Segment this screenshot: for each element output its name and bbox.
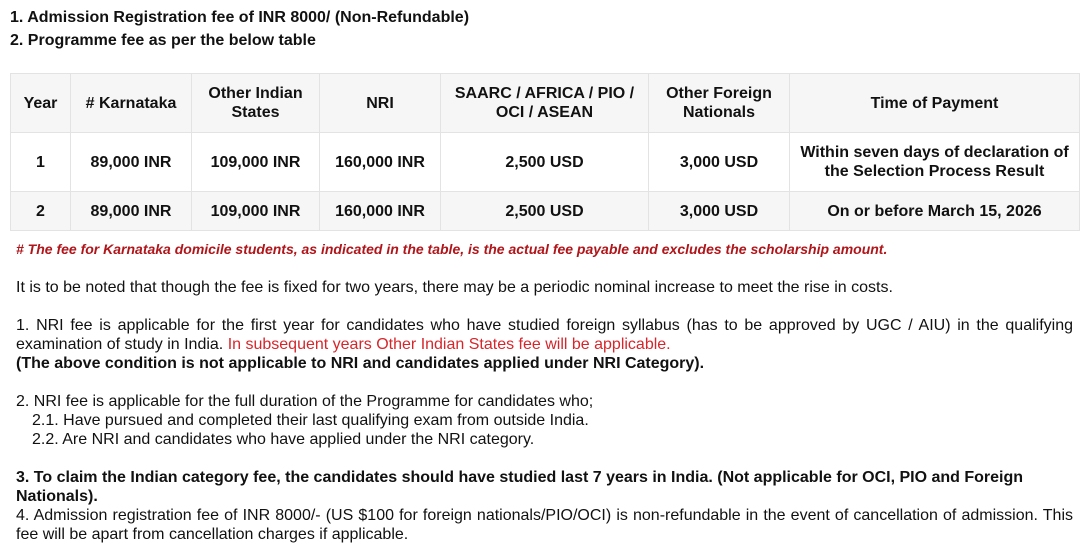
- fee-table: [10, 73, 1080, 231]
- cell-karnataka: 89,000 INR: [71, 192, 192, 231]
- fee-fixed-paragraph: It is to be noted that though the fee is fixed for two years, there may be a periodic nominal increase to meet the rise in costs.: [16, 279, 893, 296]
- point-2: [16, 392, 1073, 449]
- table-header-row: [11, 74, 1080, 133]
- header-nri: NRI: [320, 74, 441, 133]
- table-row: [11, 133, 1080, 192]
- header-other-indian-states: Other Indian States: [192, 74, 320, 133]
- header-other-foreign: Other Foreign Nationals: [649, 74, 790, 133]
- point-2-sub-2: 2.2. Are NRI and candidates who have applied under the NRI category.: [32, 431, 535, 448]
- point-3: 3. To claim the Indian category fee, the candidates should have studied last 7 years in India. (Not applicable for OCI, PIO and Foreign Nationals).: [16, 469, 1024, 505]
- intro-line-2: 2. Programme fee as per the below table: [10, 32, 316, 49]
- header-time-of-payment: Time of Payment: [790, 74, 1080, 133]
- header-saarc: SAARC / AFRICA / PIO / OCI / ASEAN: [441, 74, 649, 133]
- cell-saarc: 2,500 USD: [441, 133, 649, 192]
- cell-other-foreign: 3,000 USD: [649, 133, 790, 192]
- cell-other-indian-states: 109,000 INR: [192, 133, 320, 192]
- cell-nri: 160,000 INR: [320, 192, 441, 231]
- cell-year: 2: [11, 192, 71, 231]
- point-1-text: 1. NRI fee is applicable for the first year for candidates who have studied foreign syllabus (has to be approved by UGC / AIU) in the qualifying examination of study in India.: [16, 317, 1073, 353]
- header-karnataka: # Karnataka: [71, 74, 192, 133]
- cell-year: 1: [11, 133, 71, 192]
- table-row: [11, 192, 1080, 231]
- cell-time-of-payment: On or before March 15, 2026: [790, 192, 1080, 231]
- point-2-sub-1: 2.1. Have pursued and completed their last qualifying exam from outside India.: [32, 412, 589, 429]
- intro-line-1: 1. Admission Registration fee of INR 8000/ (Non-Refundable): [10, 9, 470, 26]
- point-1-condition: (The above condition is not applicable to NRI and candidates applied under NRI Category).: [16, 355, 705, 372]
- cell-other-indian-states: 109,000 INR: [192, 192, 320, 231]
- cell-time-of-payment: Within seven days of declaration of the Selection Process Result: [790, 133, 1080, 192]
- point-1: [16, 316, 1073, 373]
- header-year: Year: [11, 74, 71, 133]
- cell-nri: 160,000 INR: [320, 133, 441, 192]
- cell-karnataka: 89,000 INR: [71, 133, 192, 192]
- cell-other-foreign: 3,000 USD: [649, 192, 790, 231]
- cell-saarc: 2,500 USD: [441, 192, 649, 231]
- point-1-highlight: In subsequent years Other Indian States fee will be applicable.: [227, 336, 671, 353]
- karnataka-fee-note: # The fee for Karnataka domicile students, as indicated in the table, is the actual fee payable and excludes the scholarship amount.: [16, 241, 888, 257]
- fee-intro: [10, 6, 469, 52]
- point-4: 4. Admission registration fee of INR 8000/- (US $100 for foreign nationals/PIO/OCI) is non-refundable in the event of cancellation of admission. This fee will be apart from cancellation charges if applicable.: [16, 507, 1073, 543]
- point-2-text: 2. NRI fee is applicable for the full duration of the Programme for candidates who;: [16, 393, 594, 410]
